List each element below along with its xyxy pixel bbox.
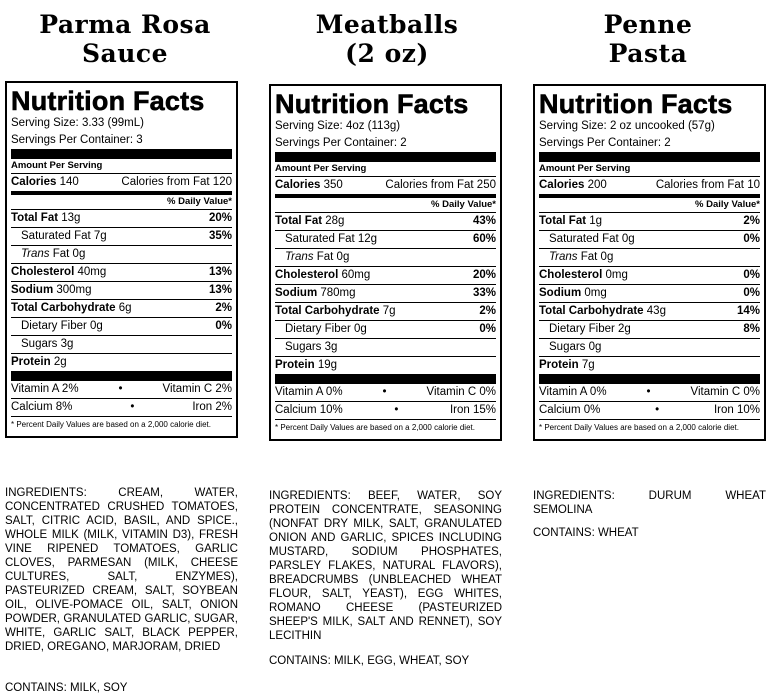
product-column-penne	[524, 0, 772, 74]
calories-row: Calories 140 Calories from Fat 120	[11, 173, 232, 191]
nutrition-label-parma-rosa	[5, 81, 238, 438]
product-column-meatballs	[260, 0, 514, 74]
trans-fat-row: Trans Fat 0g	[275, 248, 496, 266]
total-fat-row: Total Fat 1g 2%	[539, 212, 760, 230]
servings-per-container: Servings Per Container: 2	[539, 137, 671, 149]
serving-size: Serving Size: 3.33 (99mL)	[11, 117, 144, 129]
nutrition-facts-heading: Nutrition Facts	[11, 86, 205, 116]
sugars-row: Sugars 0g	[539, 338, 760, 356]
saturated-fat-row: Saturated Fat 12g 60%	[275, 230, 496, 248]
protein-row: Protein 2g	[11, 353, 232, 371]
contains-penne: CONTAINS: WHEAT	[533, 527, 639, 539]
sodium-row: Sodium 780mg 33%	[275, 284, 496, 302]
daily-value-header: % Daily Value*	[275, 194, 496, 212]
contains-parma-rosa: CONTAINS: MILK, SOY	[5, 682, 128, 694]
protein-row: Protein 7g	[539, 356, 760, 374]
serving-size: Serving Size: 4oz (113g)	[275, 120, 401, 132]
carbohydrate-row: Total Carbohydrate 7g 2%	[275, 302, 496, 320]
sugars-row: Sugars 3g	[11, 335, 232, 353]
product-title: Penne Pasta	[603, 10, 693, 68]
serving-size: Serving Size: 2 oz uncooked (57g)	[539, 120, 715, 132]
trans-fat-row: Trans Fat 0g	[539, 248, 760, 266]
nutrition-label-meatballs	[269, 84, 502, 441]
cholesterol-row: Cholesterol 60mg 20%	[275, 266, 496, 284]
product-title: Meatballs (2 oz)	[315, 10, 459, 68]
mineral-row: Calcium 10% • Iron 15%	[275, 401, 496, 419]
amount-per-serving: Amount Per Serving	[539, 152, 760, 176]
servings-per-container: Servings Per Container: 3	[11, 134, 143, 146]
carbohydrate-row: Total Carbohydrate 6g 2%	[11, 299, 232, 317]
cholesterol-row: Cholesterol 40mg 13%	[11, 263, 232, 281]
product-title: Parma Rosa Sauce	[39, 10, 211, 68]
vitamin-row: Vitamin A 0% • Vitamin C 0%	[275, 374, 496, 401]
amount-per-serving: Amount Per Serving	[11, 149, 232, 173]
ingredients-penne: INGREDIENTS: DURUM WHEAT SEMOLINA	[533, 490, 766, 516]
saturated-fat-row: Saturated Fat 0g 0%	[539, 230, 760, 248]
calories-row: Calories 200 Calories from Fat 10	[539, 176, 760, 194]
daily-value-header: % Daily Value*	[11, 191, 232, 209]
cholesterol-row: Cholesterol 0mg 0%	[539, 266, 760, 284]
ingredients-parma-rosa: INGREDIENTS: CREAM, WATER, CONCENTRATED CRUSHED TOMATOES, SALT, CITRIC ACID, BASIL, AND SPICE., WHOLE MILK (MILK, VITAMIN D3), FRESH VINE RIPENED TOMATOES, GARLIC CLOVES, PARMESAN (MILK, CHEESE CULTURES, SALT, ENZYMES), PASTEURIZED CREAM, SALT, SOYBEAN OIL, OLIVE-POMACE OIL, SALT, ONION POWDER, GRANULATED GARLIC, SUGAR, WHITE, GARLIC SALT, BLACK PEPPER, DRIED, OREGANO, MARJORAM, DRIED	[5, 487, 238, 653]
trans-fat-row: Trans Fat 0g	[11, 245, 232, 263]
fiber-row: Dietary Fiber 0g 0%	[11, 317, 232, 335]
vitamin-row: Vitamin A 2% • Vitamin C 2%	[11, 371, 232, 398]
footnote: * Percent Daily Values are based on a 2,000 calorie diet.	[275, 419, 496, 436]
ingredients-meatballs: INGREDIENTS: BEEF, WATER, SOY PROTEIN CONCENTRATE, SEASONING (NONFAT DRY MILK, SALT, GRANULATED ONION AND GARLIC, SPICES INCLUDING MUSTARD, SODIUM PHOSPHATES, PARSLEY FLAKES, NATURAL FLAVORS), BREADCRUMBS (UNBLEACHED WHEAT FLOUR, SALT, YEAST), EGG WHITES, ROMANO CHEESE (PASTEURIZED SHEEP'S MILK, SALT AND RENNET), SOY LECITHIN	[269, 490, 502, 642]
mineral-row: Calcium 0% • Iron 10%	[539, 401, 760, 419]
fiber-row: Dietary Fiber 0g 0%	[275, 320, 496, 338]
daily-value-header: % Daily Value*	[539, 194, 760, 212]
mineral-row: Calcium 8% • Iron 2%	[11, 398, 232, 416]
sodium-row: Sodium 300mg 13%	[11, 281, 232, 299]
fiber-row: Dietary Fiber 2g 8%	[539, 320, 760, 338]
sugars-row: Sugars 3g	[275, 338, 496, 356]
nutrition-facts-heading: Nutrition Facts	[539, 89, 733, 119]
saturated-fat-row: Saturated Fat 7g 35%	[11, 227, 232, 245]
carbohydrate-row: Total Carbohydrate 43g 14%	[539, 302, 760, 320]
total-fat-row: Total Fat 28g 43%	[275, 212, 496, 230]
nutrition-facts-heading: Nutrition Facts	[275, 89, 469, 119]
footnote: * Percent Daily Values are based on a 2,000 calorie diet.	[539, 419, 760, 436]
nutrition-label-penne	[533, 84, 766, 441]
vitamin-row: Vitamin A 0% • Vitamin C 0%	[539, 374, 760, 401]
contains-meatballs: CONTAINS: MILK, EGG, WHEAT, SOY	[269, 655, 470, 667]
amount-per-serving: Amount Per Serving	[275, 152, 496, 176]
sodium-row: Sodium 0mg 0%	[539, 284, 760, 302]
calories-row: Calories 350 Calories from Fat 250	[275, 176, 496, 194]
total-fat-row: Total Fat 13g 20%	[11, 209, 232, 227]
product-column-parma-rosa	[0, 0, 250, 74]
footnote: * Percent Daily Values are based on a 2,000 calorie diet.	[11, 416, 232, 433]
protein-row: Protein 19g	[275, 356, 496, 374]
servings-per-container: Servings Per Container: 2	[275, 137, 407, 149]
